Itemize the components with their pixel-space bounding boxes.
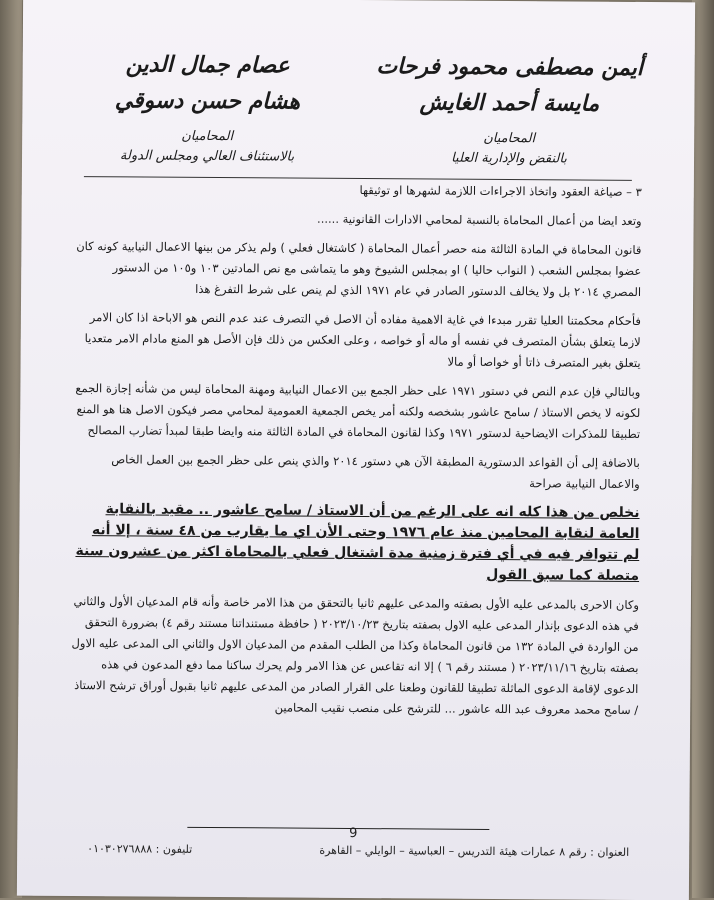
footer-phone: تليفون : ٠١٠٣٠٢٧٦٨٨٨ xyxy=(87,842,193,856)
lawyer-name: مايسة أحمد الغايش xyxy=(419,89,600,117)
footer-address: العنوان : رقم ٨ عمارات هيئة التدريس – العباسية – الوايلي – القاهرة xyxy=(319,843,630,859)
paragraph: فأحكام محكمتنا العليا تقرر مبدءا في غاية الاهمية مفاده أن الاصل في التصرف عند عدم النص هو الاباحة اذا كان الامر لازما يتعلق بشأن المتصرف في نفسه أو ماله أو خواصه ، وعلى العكس من ذلك فإن الأصل هو المنع مادام الامر متعديا يتعلق بغير المتصرف ذاتا أو خواصا أو مالا xyxy=(84,310,641,370)
firm-role: المحاميان xyxy=(483,130,536,147)
paragraph-emphasis: نخلص من هذا كله انه على الرغم من أن الاستاذ / سامح عاشور .. مقيد بالنقابة العامة لنقابة المحامين منذ عام ١٩٧٦ وحتى الأن اي ما يقارب من ٤٨ سنة ، إلا أنه لم تتوافر فيه في أي فترة زمنية مدة اشتغال فعلي بالمحاماة اكثر من عشرون سنة متصلة كما سبق القول xyxy=(75,501,640,584)
lawyer-name: هشام حسن دسوقي xyxy=(114,87,301,115)
paragraph: وكان الاحرى بالمدعى عليه الأول بصفته والمدعى عليهم ثانيا بالتحقق من هذا الامر خاصة وأنه قام المدعيان الأول والثاني في هذه الدعوى بإنذار المدعى عليه الاول بصفته بتاريخ ٢٠٢٣/١٠/٢٣ ( حافظة مستنداتنا مستند رقم ٤) بضرورة التحقق من الواردة في المادة ١٣٢ من قانون المحاماة وكذا من الطلب المقدم من المدعيان الاول والثاني الى المدعى عليه الاول بصفته بتاريخ ٢٠٢٣/١١/١٦ ( مستند رقم ٦ ) إلا انه تقاعس عن هذا الامر ولم يحرك ساكنا مما دفع المدعون في هذه الدعوى لإقامة الدعوى الماثلة تطبيقا للقانون وطعنا على القرار الصادر من المدعى عليهم ثانيا بقبول أوراق ترشح الاستاذ / سامح محمد معروف عبد الله عاشور ... للترشح على منصب نقيب المحامين xyxy=(71,594,639,717)
letterhead-right-firm xyxy=(364,48,655,170)
firm-court: بالاستئناف العالي ومجلس الدولة xyxy=(119,148,295,165)
background-surface-right xyxy=(692,0,714,898)
paragraph: ٣ – صياغة العقود واتخاذ الاجراءات اللازمة لشهرها او توثيقها xyxy=(359,183,642,199)
page-number: 9 xyxy=(349,825,358,842)
paragraph: بالاضافة إلى أن القواعد الدستورية المطبقة الآن هي دستور ٢٠١٤ والذي ينص على حظر الجمع بين العمل الخاص والاعمال النيابية صراحة xyxy=(111,452,640,491)
letterhead xyxy=(62,46,655,180)
paragraph: قانون المحاماة في المادة الثالثة منه حصر أعمال المحاماة ( كاشتغال فعلي ) ولم يذكر من بينها الاعمال النيابية كونه كان عضوا بمجلس الشعب ( النواب حاليا ) او بمجلس الشيوخ وهو ما يتماشى مع نص المادتين ١٠٣ و١٠٥ من الدستور المصري ٢٠١٤ بل ولا يخالف الدستور الصادر في عام ١٩٧١ الذي لم ينص على شرط التفرغ هذا xyxy=(76,239,642,299)
paragraph: وتعد ايضا من أعمال المحاماة بالنسبة لمحامي الادارات القانونية ...... xyxy=(317,211,642,228)
lawyer-name: عصام جمال الدين xyxy=(125,51,290,79)
firm-court: بالنقض والإدارية العليا xyxy=(451,150,568,167)
letterhead-left-firm xyxy=(62,46,353,168)
document-body xyxy=(70,178,642,729)
document-page xyxy=(17,0,695,900)
paragraph: وبالتالي فإن عدم النص في دستور ١٩٧١ على حظر الجمع بين الاعمال النيابية ومهنة المحاماة ليس من شأنه إجازة الجمع لكونه لا يخص الاستاذ / سامح عاشور بشخصه ولكنه أمر يخص الجمعية العمومية لمحامي مصر فيكون الاصل هنا هو المنع تطبيقا للمذكرات الايضاحية لدستور ١٩٧١ وكذا لقانون المحاماة في المادة الثالثة منه وايضا طبقا لمبدأ تضارب المصالح xyxy=(75,381,641,441)
footer xyxy=(87,842,629,859)
firm-role: المحاميان xyxy=(181,128,234,145)
lawyer-name: أيمن مصطفى محمود فرحات xyxy=(376,53,644,81)
